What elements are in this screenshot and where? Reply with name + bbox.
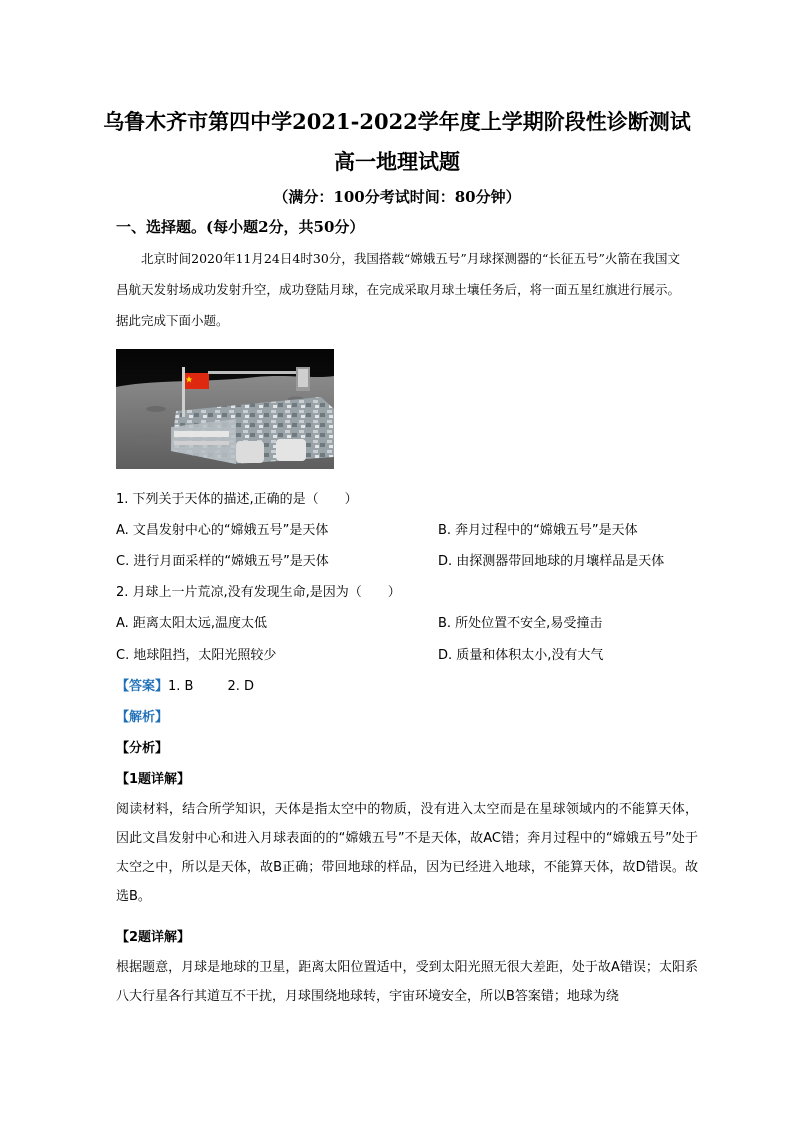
q2-detail-text: 根据题意，月球是地球的卫星，距离太阳位置适中，受到太阳光照无很大差距，处于故A错误；太阳系八大行星各行其道互不干扰，月球围绕地球转，宇宙环境安全，所以B答案错；地球为绕 [116, 960, 698, 1004]
q2-detail-label: 【2题详解】 [116, 930, 191, 945]
passage-text: 北京时间2020年11月24日4时30分，我国搭载“嫦娥五号”月球探测器的“长征五号”火箭在我国文昌航天发射场成功发射升空，成功登陆月球，在完成采取月球土壤任务后，将一面五星红旗进行展示。据此完成下面小题。 [116, 251, 680, 328]
question-1-option-b: B. 奔月过程中的“嫦娥五号”是天体 [438, 523, 638, 538]
fenxi-label: 【分析】 [116, 741, 169, 756]
question-1-stem: 1. 下列关于天体的描述,正确的是（ ） [116, 492, 358, 507]
exam-subject-title: 高一地理试题 [334, 149, 460, 174]
answer-1: 1. B [168, 679, 194, 694]
answer-label: 【答案】 [116, 679, 169, 694]
q1-detail-text: 阅读材料，结合所学知识，天体是指太空中的物质，没有进入太空而是在星球领域内的不能算天体，因此文昌发射中心和进入月球表面的的“嫦娥五号”不是天体，故AC错；奔月过程中的“嫦娥五号”处于太空之中，所以是天体，故B正确；带回地球的样品，因为已经进入地球，不能算天体，故D错误。故选B。 [116, 802, 698, 904]
lunar-rover-photo [116, 349, 334, 469]
q1-detail-label: 【1题详解】 [116, 772, 191, 787]
question-2-stem: 2. 月球上一片荒凉,没有发现生命,是因为（ ） [116, 585, 401, 600]
question-1-option-c: C. 进行月面采样的“嫦娥五号”是天体 [116, 554, 329, 569]
reading-passage [116, 243, 680, 336]
question-2-option-c: C. 地球阻挡，太阳光照较少 [116, 648, 277, 663]
exam-title: 乌鲁木齐市第四中学2021-2022学年度上学期阶段性诊断测试 [103, 109, 691, 134]
question-2-option-b: B. 所处位置不安全,易受撞击 [438, 616, 603, 631]
answer-2: 2. D [227, 679, 255, 694]
answer-line [116, 675, 254, 694]
analysis-label: 【解析】 [116, 710, 169, 725]
question-1-option-a: A. 文昌发射中心的“嫦娥五号”是天体 [116, 523, 329, 538]
question-2-option-a: A. 距离太阳太远,温度太低 [116, 616, 268, 631]
question-1-option-d: D. 由探测器带回地球的月壤样品是天体 [438, 554, 665, 569]
exam-info: （满分：100分考试时间：80分钟） [273, 188, 521, 206]
section-heading: 一、选择题。(每小题2分，共50分） [116, 218, 365, 236]
question-2-option-d: D. 质量和体积太小,没有大气 [438, 648, 604, 663]
